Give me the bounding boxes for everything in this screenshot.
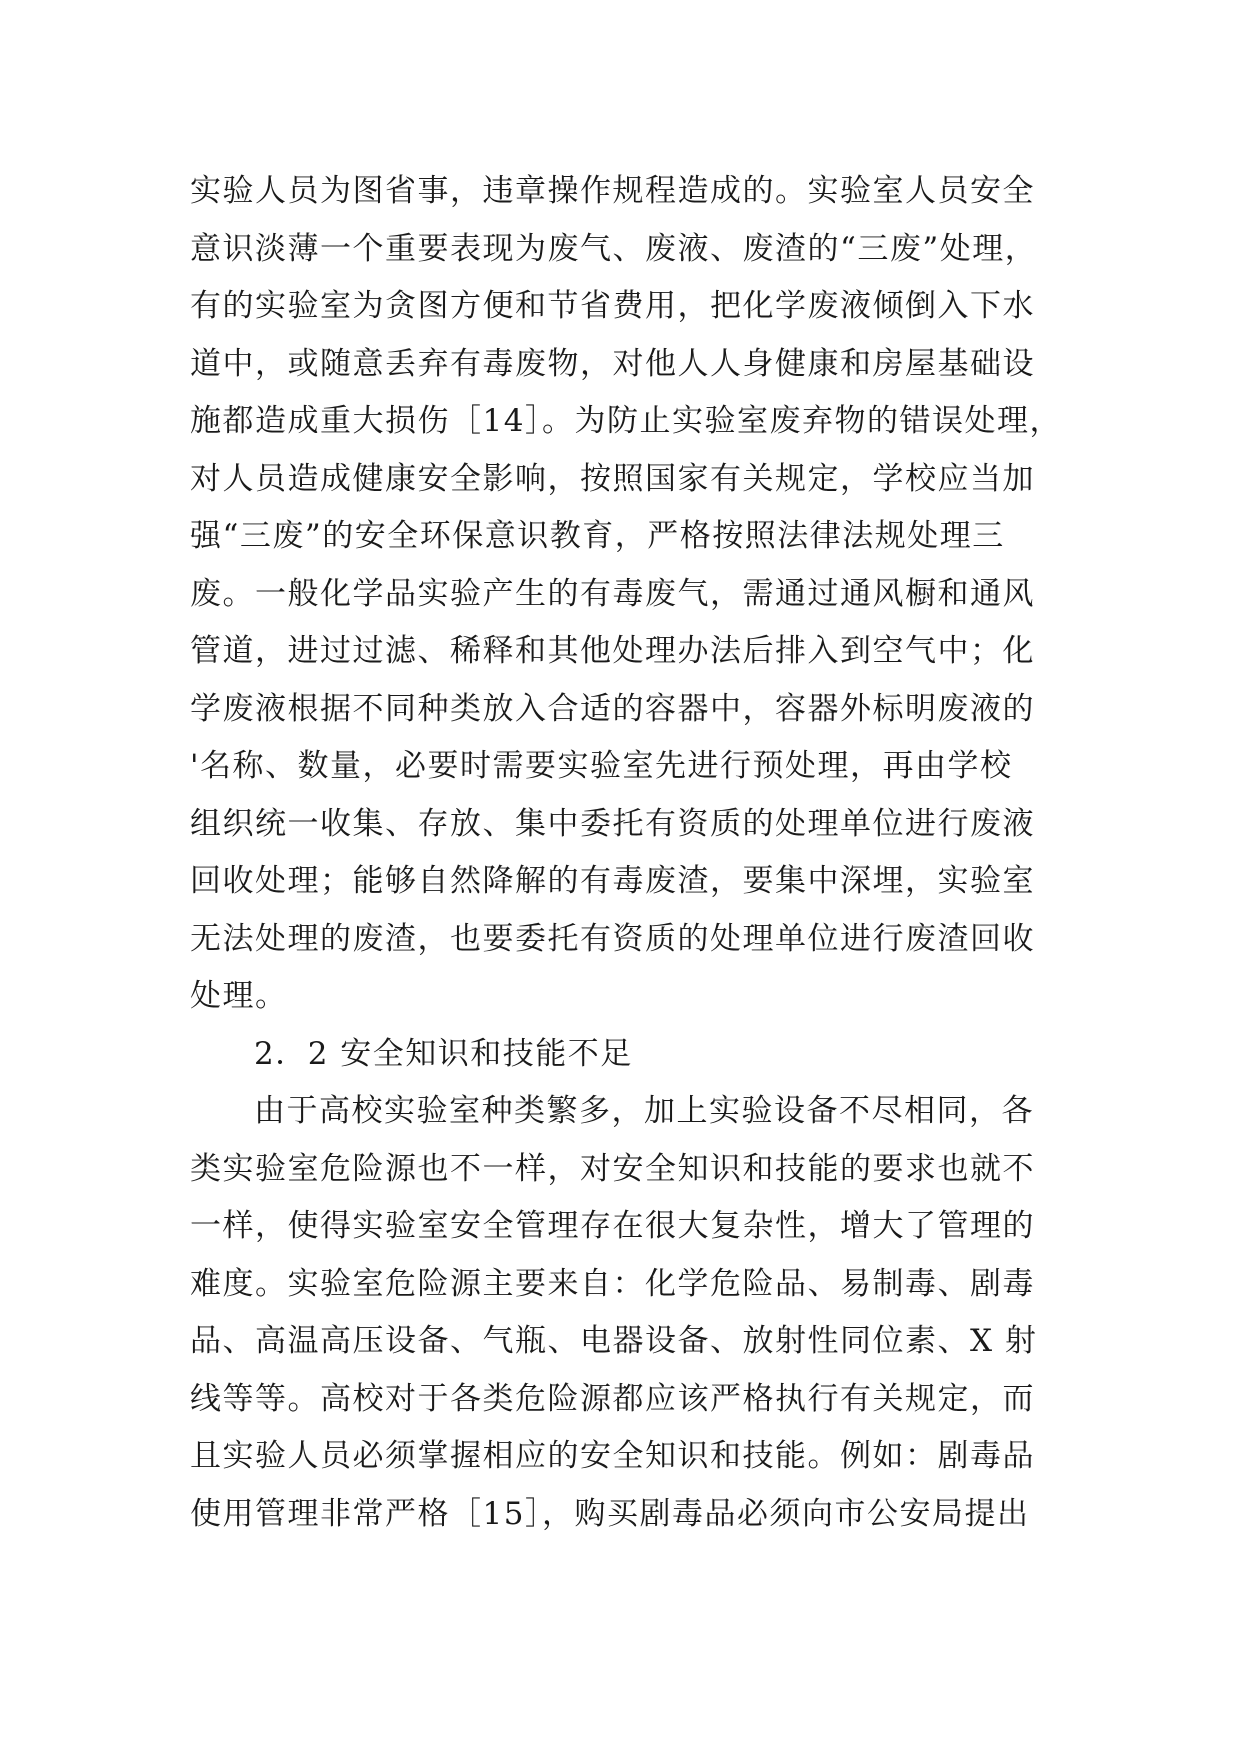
text-line: 强“三废”的安全环保意识教育，严格按照法律法规处理三 xyxy=(190,518,1005,554)
text-line: 由于高校实验室种类繁多，加上实验设备不尽相同，各 xyxy=(254,1093,1034,1129)
text-line: 管道，进过过滤、稀释和其他处理办法后排入到空气中；化 xyxy=(190,633,1035,669)
text-line: 一样，使得实验室安全管理存在很大复杂性，增大了管理的 xyxy=(190,1208,1035,1244)
text-line: 使用管理非常严格［15］，购买剧毒品必须向市公安局提出 xyxy=(190,1495,1030,1532)
text-line: 且实验人员必须掌握相应的安全知识和技能。例如：剧毒品 xyxy=(190,1438,1035,1474)
text-line: 道中，或随意丢弃有毒废物，对他人人身健康和房屋基础设 xyxy=(190,345,1035,382)
text-line: 废。一般化学品实验产生的有毒废气，需通过通风橱和通风 xyxy=(190,575,1035,612)
text-line: 学废液根据不同种类放入合适的容器中，容器外标明废液的 xyxy=(190,690,1035,727)
text-line: 品、高温高压设备、气瓶、电器设备、放射性同位素、X 射 xyxy=(190,1323,1038,1359)
text-line: 难度。实验室危险源主要来自：化学危险品、易制毒、剧毒 xyxy=(190,1265,1035,1302)
text-line: 回收处理；能够自然降解的有毒废渣，要集中深埋，实验室 xyxy=(190,863,1035,899)
section-heading: 2．2 安全知识和技能不足 xyxy=(254,1035,633,1072)
text-line: 实验人员为图省事，违章操作规程造成的。实验室人员安全 xyxy=(190,173,1035,209)
text-line: 无法处理的废渣，也要委托有资质的处理单位进行废渣回收 xyxy=(190,920,1035,957)
text-line: 有的实验室为贪图方便和节省费用，把化学废液倾倒入下水 xyxy=(190,288,1035,324)
text-line: 线等等。高校对于各类危险源都应该严格执行有关规定，而 xyxy=(190,1380,1035,1417)
body-text xyxy=(190,163,1070,1543)
text-line: '名称、数量，必要时需要实验室先进行预处理，再由学校 xyxy=(190,748,1013,784)
text-line: 组织统一收集、存放、集中委托有资质的处理单位进行废液 xyxy=(190,805,1035,842)
text-line: 施都造成重大损伤［14］。为防止实验室废弃物的错误处理， xyxy=(190,403,1062,439)
text-line: 意识淡薄一个重要表现为废气、废液、废渣的“三废”处理， xyxy=(190,230,1038,267)
text-line: 对人员造成健康安全影响，按照国家有关规定，学校应当加 xyxy=(190,460,1035,497)
text-line: 类实验室危险源也不一样，对安全知识和技能的要求也就不 xyxy=(190,1150,1035,1187)
text-line: 处理。 xyxy=(190,978,288,1014)
